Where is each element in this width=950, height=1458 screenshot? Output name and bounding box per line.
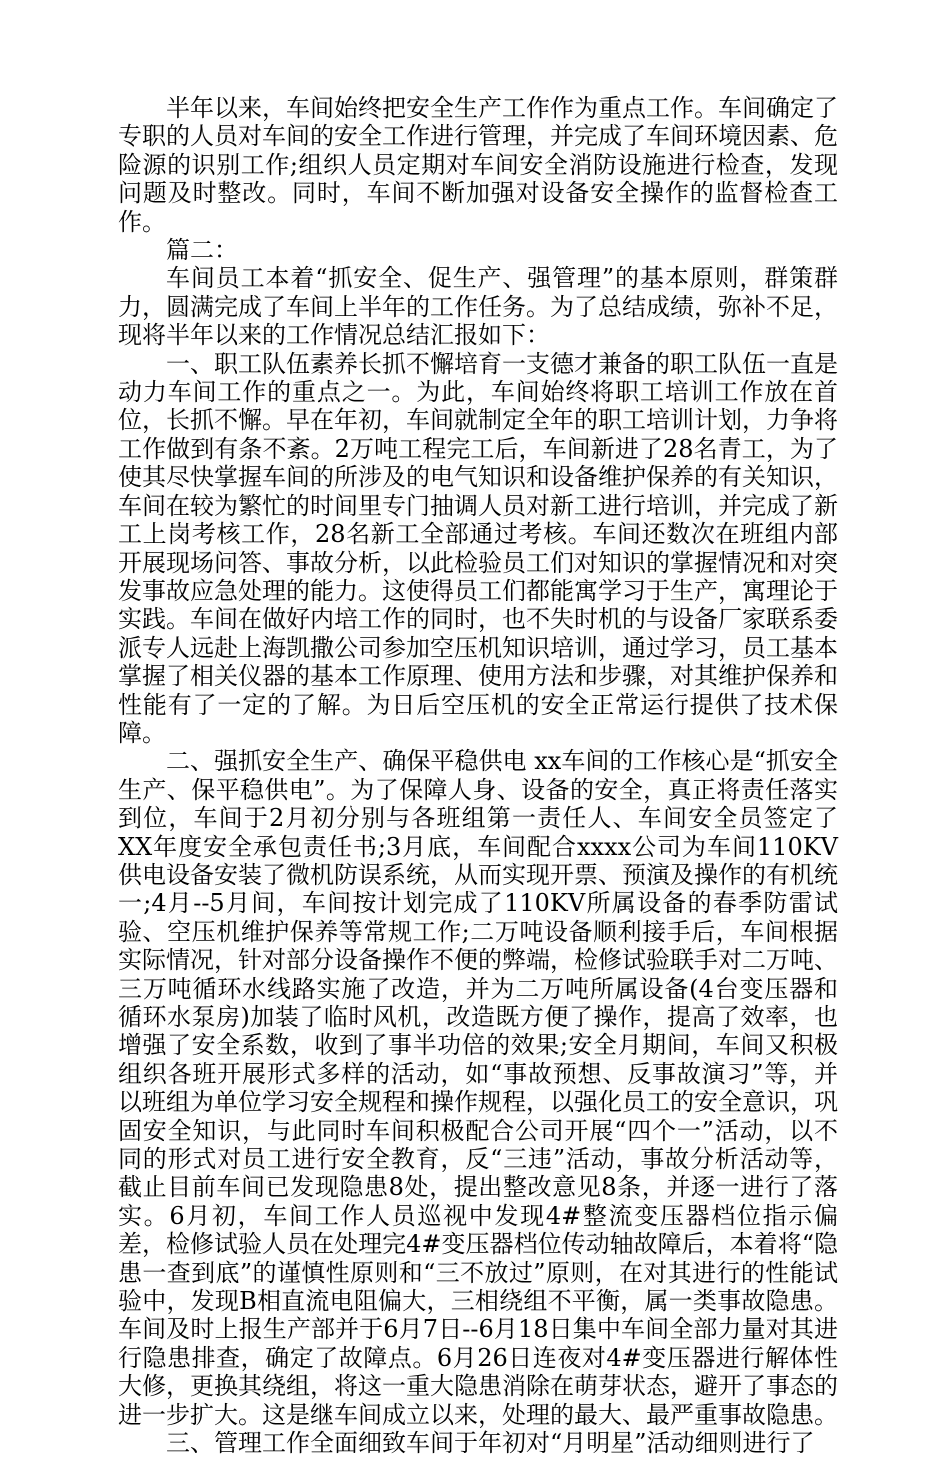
section-heading-part-two: 篇二： — [166, 236, 238, 265]
paragraph-intro: 车间员工本着“抓安全、促生产、强管理”的基本原则，群策群力，圆满完成了车间上半年的工作任务。为了总结成绩，弥补不足，现将半年以来的工作情况总结汇报如下： — [118, 264, 838, 350]
document-body — [118, 94, 838, 1458]
paragraph-staff-training: 一、职工队伍素养长抓不懈培育一支德才兼备的职工队伍一直是动力车间工作的重点之一。为此，车间始终将职工培训工作放在首位，长抓不懈。早在年初，车间就制定全年的职工培训计划，力争将工作做到有条不紊。2万吨工程完工后，车间新进了28名青工，为了使其尽快掌握车间的所涉及的电气知识和设备维护保养的有关知识，车间在较为繁忙的时间里专门抽调人员对新工进行培训，并完成了新工上岗考核工作，28名新工全部通过考核。车间还数次在班组内部开展现场问答、事故分析，以此检验员工们对知识的掌握情况和对突发事故应急处理的能力。这使得员工们都能寓学习于生产，寓理论于实践。车间在做好内培工作的同时，也不失时机的与设备厂家联系委派专人远赴上海凯撒公司参加空压机知识培训，通过学习，员工基本掌握了相关仪器的基本工作原理、使用方法和步骤，对其维护保养和性能有了一定的了解。为日后空压机的安全正常运行提供了技术保障。 — [118, 349, 838, 747]
paragraph-management: 三、管理工作全面细致车间于年初对“月明星”活动细则进行了 — [166, 1429, 815, 1458]
paragraph-safety-summary: 半年以来，车间始终把安全生产工作作为重点工作。车间确定了专职的人员对车间的安全工作进行管理，并完成了车间环境因素、危险源的识别工作;组织人员定期对车间安全消防设施进行检查，发现问题及时整改。同时，车间不断加强对设备安全操作的监督检查工作。 — [118, 94, 838, 236]
paragraph-safe-production: 二、强抓安全生产、确保平稳供电 xx车间的工作核心是“抓安全生产、保平稳供电”。为了保障人身、设备的安全，真正将责任落实到位，车间于2月初分别与各班组第一责任人、车间安全员签定了XX年度安全承包责任书;3月底，车间配合xxxx公司为车间110KV供电设备安装了微机防误系统，从而实现开票、预演及操作的有机统一;4月--5月间，车间按计划完成了110KV所属设备的春季防雷试验、空压机维护保养等常规工作;二万吨设备顺利接手后，车间根据实际情况，针对部分设备操作不便的弊端，检修试验联手对二万吨、三万吨循环水线路实施了改造，并为二万吨所属设备(4台变压器和循环水泵房)加装了临时风机，改造既方便了操作，提高了效率，也增强了安全系数，收到了事半功倍的效果;安全月期间，车间又积极组织各班开展形式多样的活动，如“事故预想、反事故演习”等，并以班组为单位学习安全规程和操作规程，以强化员工的安全意识，巩固安全知识，与此同时车间积极配合公司开展“四个一”活动，以不同的形式对员工进行安全教育，反“三违”活动，事故分析活动等，截止目前车间已发现隐患8处，提出整改意见8条，并逐一进行了落实。6月初，车间工作人员巡视中发现4#整流变压器档位指示偏差，检修试验人员在处理完4#变压器档位传动轴故障后，本着将“隐患一查到底”的谨慎性原则和“三不放过”原则，在对其进行的性能试验中，发现B相直流电阻偏大，三相绕组不平衡，属一类事故隐患。车间及时上报生产部并于6月7日--6月18日集中车间全部力量对其进行隐患排查，确定了故障点。6月26日连夜对4#变压器进行解体性大修，更换其绕组，将这一重大隐患消除在萌芽状态，避开了事态的进一步扩大。这是继车间成立以来，处理的最大、最严重事故隐患。 — [118, 747, 838, 1429]
